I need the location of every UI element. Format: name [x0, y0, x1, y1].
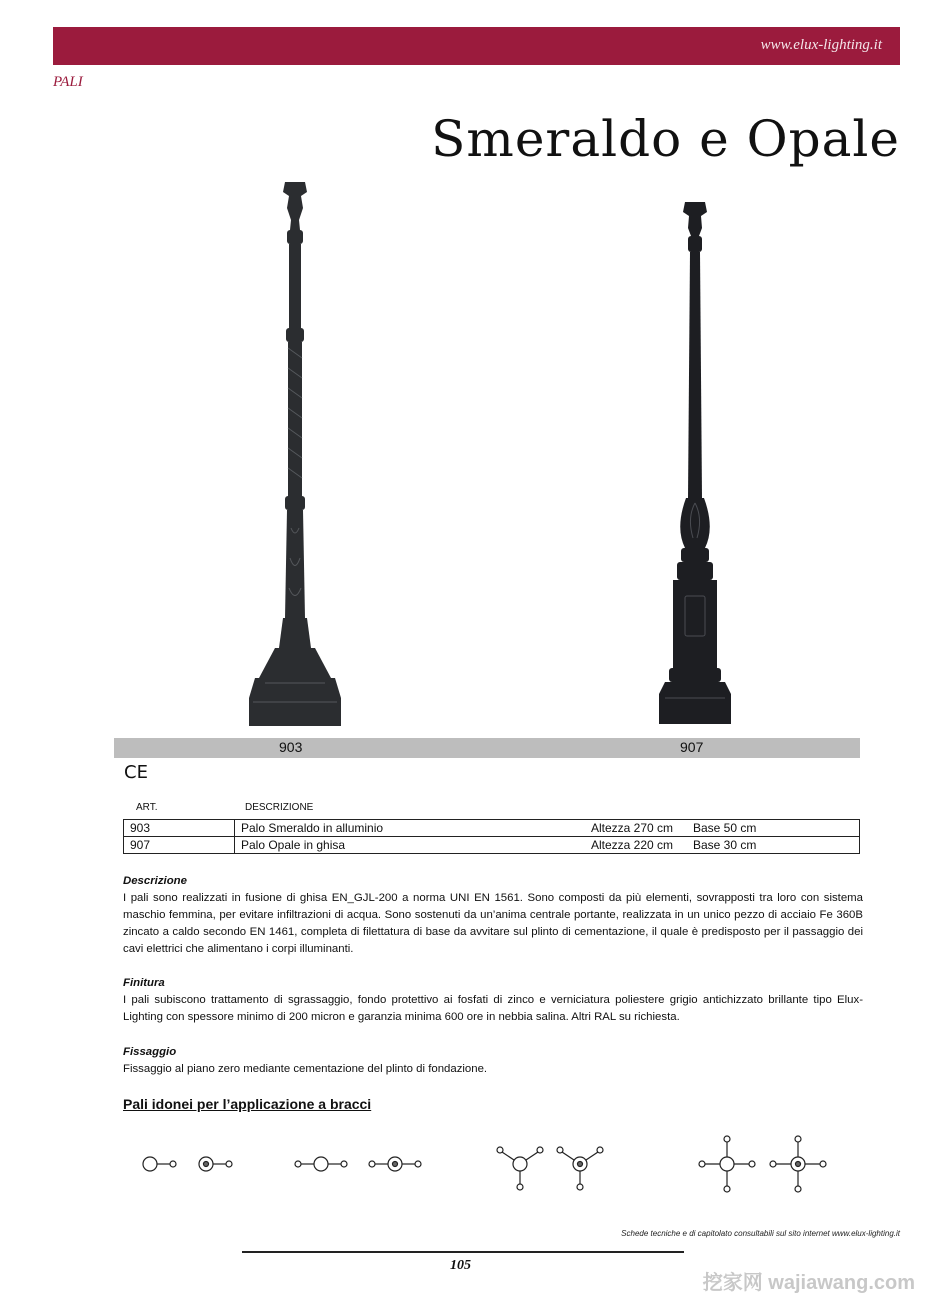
table-cell-height: Altezza 220 cm — [585, 837, 687, 854]
article-table — [123, 819, 860, 854]
product-code-strip — [114, 738, 860, 758]
table-cell-name: Palo Opale in ghisa — [235, 837, 586, 854]
finish-section — [123, 975, 863, 1026]
table-cell-height: Altezza 270 cm — [585, 820, 687, 837]
website-url[interactable]: www.elux-lighting.it — [760, 37, 882, 53]
cast-pole-907-icon — [655, 198, 735, 728]
table-row — [124, 837, 860, 854]
footer-divider — [242, 1251, 684, 1253]
fixing-text: Fissaggio al piano zero mediante cementazione del plinto di fondazione. — [123, 1063, 488, 1075]
section-label: PALI — [53, 74, 83, 90]
product-code-907: 907 — [680, 739, 704, 755]
table-cell-base: Base 30 cm — [687, 837, 860, 854]
double-arm-icon — [295, 1157, 347, 1171]
table-cell-code: 907 — [124, 837, 235, 854]
single-arm-top-icon — [199, 1157, 232, 1171]
page-number: 105 — [450, 1258, 471, 1273]
quad-arm-icon — [699, 1136, 755, 1192]
table-cell-base: Base 50 cm — [687, 820, 860, 837]
table-row — [124, 820, 860, 837]
header-bar — [53, 27, 900, 65]
applications-title: Pali idonei per l’applicazione a bracci — [123, 1096, 372, 1112]
product-code-903: 903 — [279, 739, 303, 755]
finish-text: I pali subiscono trattamento di sgrassaggio, fondo protettivo ai fosfati di zinco e verniciatura poliestere grigio antichizzato brillante tipo Elux-Lighting con spessore minimo di 200 micron e garanzia minima 600 ore in nebbia salina. Altri RAL su richiesta. — [123, 994, 863, 1023]
watermark: 挖家网 wajiawang.com — [702, 1272, 915, 1294]
fixing-section — [123, 1044, 863, 1078]
arm-configurations — [130, 1130, 840, 1200]
table-cell-code: 903 — [124, 820, 235, 837]
footer-note: Schede tecniche e di capitolato consultabili sul sito internet www.elux-lighting.it — [621, 1229, 900, 1238]
triple-arm-top-icon — [557, 1147, 603, 1190]
description-section — [123, 873, 863, 958]
description-text: I pali sono realizzati in fusione di ghisa EN_GJL-200 a norma UNI EN 1561. Sono composti da più elementi, sovrapposti tra loro con sistema maschio femmina, per evitare infiltrazioni di acqua. Sono sostenuti da un’anima centrale portante, realizzata in un unico pezzo di acciaio Fe 360B zincato a caldo secondo EN 1461, completa di filettatura di base da avvitare sul plinto di cementazione, il quale è predisposto per il passaggio dei cavi elettrici che alimentano i corpi illuminanti. — [123, 892, 863, 955]
triple-arm-icon — [497, 1147, 543, 1190]
page-title: Smeraldo e Opale — [431, 110, 900, 168]
description-heading: Descrizione — [123, 875, 187, 887]
double-arm-top-icon — [369, 1157, 421, 1171]
table-header-art: ART. — [136, 802, 158, 813]
fixing-heading: Fissaggio — [123, 1046, 177, 1058]
quad-arm-top-icon — [770, 1136, 826, 1192]
single-arm-icon — [143, 1157, 176, 1171]
cast-pole-903-icon — [245, 178, 345, 728]
ce-mark-icon: CE — [124, 762, 148, 783]
table-cell-name: Palo Smeraldo in alluminio — [235, 820, 586, 837]
finish-heading: Finitura — [123, 977, 165, 989]
table-header-description: DESCRIZIONE — [245, 802, 314, 813]
